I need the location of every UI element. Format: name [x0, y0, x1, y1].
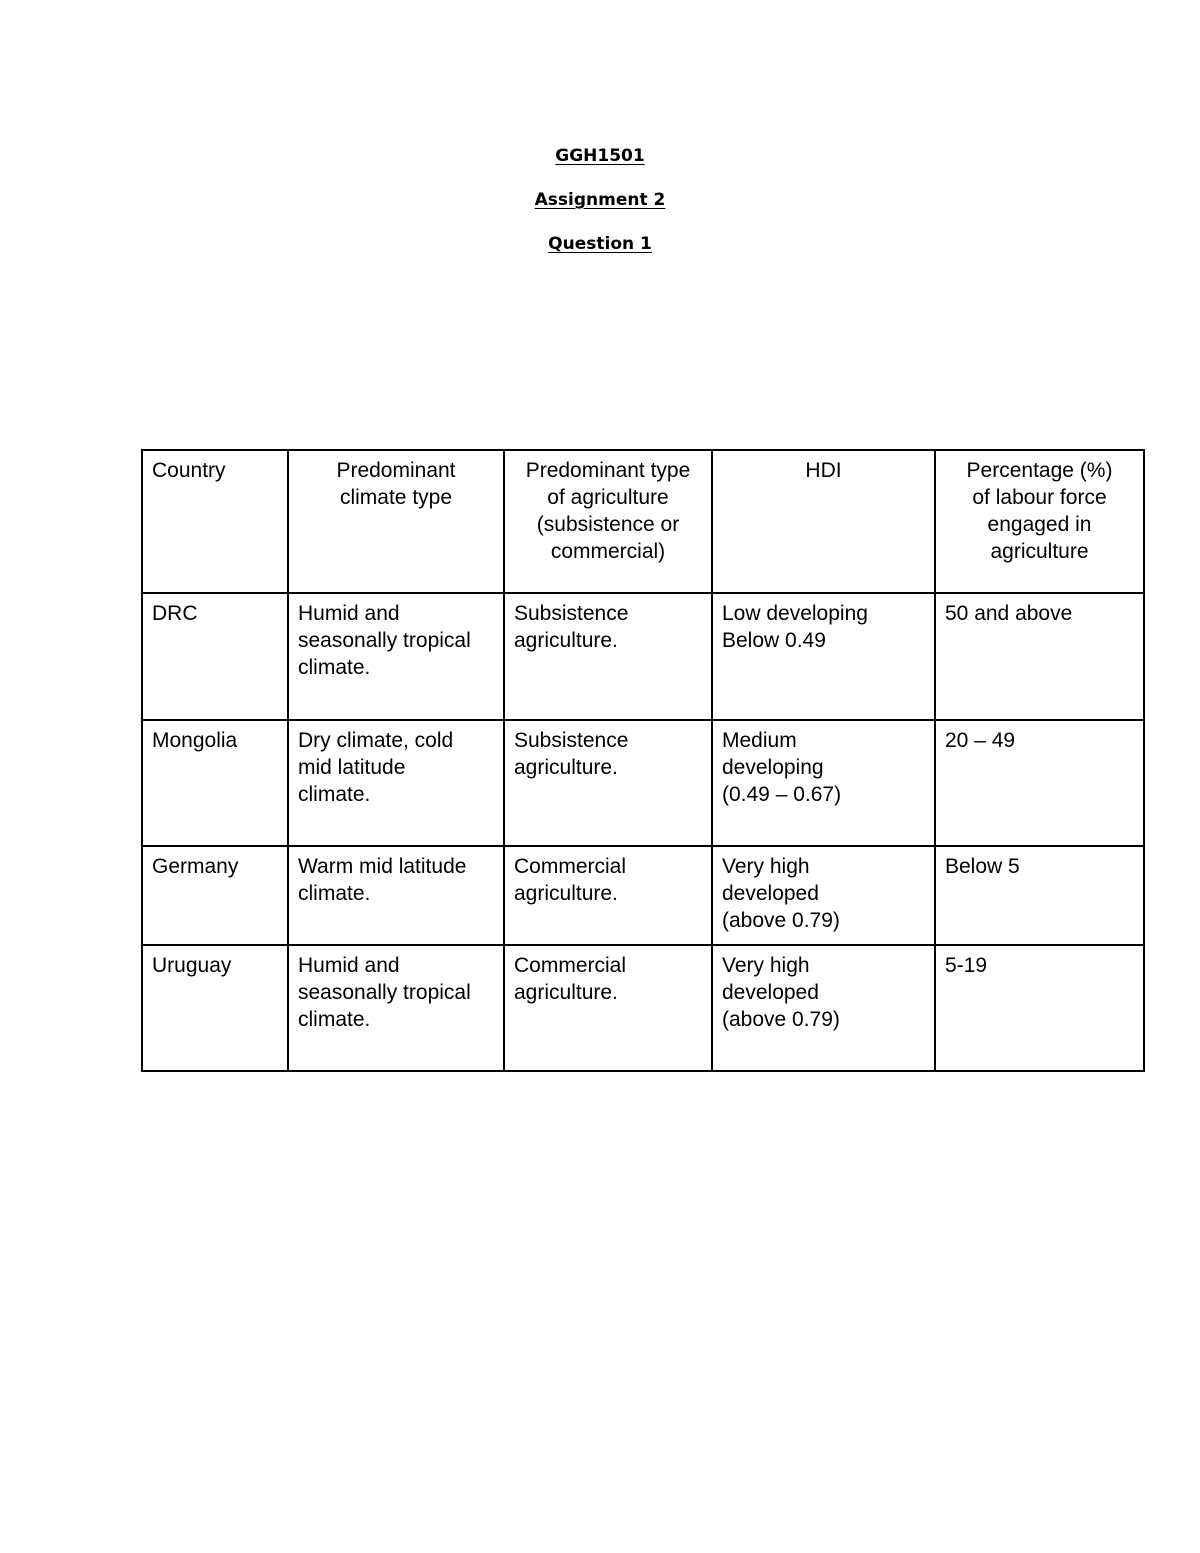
cell-agriculture: Commercial agriculture.: [504, 945, 712, 1071]
table-header-row: [142, 450, 1144, 593]
cell-labour: Below 5: [935, 846, 1144, 945]
table-row: [142, 846, 1144, 945]
question-heading: Question 1: [548, 234, 652, 254]
header-hdi: HDI: [712, 450, 935, 593]
country-comparison-table: [141, 449, 1145, 1072]
header-climate: Predominant climate type: [288, 450, 504, 593]
cell-agriculture: Subsistence agriculture.: [504, 593, 712, 720]
cell-hdi: Low developing Below 0.49: [712, 593, 935, 720]
cell-climate: Humid and seasonally tropical climate.: [288, 945, 504, 1071]
cell-hdi: Medium developing (0.49 – 0.67): [712, 720, 935, 846]
cell-labour: 50 and above: [935, 593, 1144, 720]
cell-country: DRC: [142, 593, 288, 720]
course-code-heading: GGH1501: [555, 146, 645, 166]
cell-country: Mongolia: [142, 720, 288, 846]
cell-hdi: Very high developed (above 0.79): [712, 846, 935, 945]
cell-country: Germany: [142, 846, 288, 945]
table-row: [142, 593, 1144, 720]
table-row: [142, 945, 1144, 1071]
assignment-heading: Assignment 2: [534, 190, 666, 210]
cell-hdi: Very high developed (above 0.79): [712, 945, 935, 1071]
header-agriculture: Predominant type of agriculture (subsistence or commercial): [504, 450, 712, 593]
cell-agriculture: Subsistence agriculture.: [504, 720, 712, 846]
header-labour: Percentage (%) of labour force engaged in agriculture: [935, 450, 1144, 593]
header-country: Country: [142, 450, 288, 593]
cell-climate: Warm mid latitude climate.: [288, 846, 504, 945]
cell-labour: 20 – 49: [935, 720, 1144, 846]
cell-climate: Humid and seasonally tropical climate.: [288, 593, 504, 720]
cell-climate: Dry climate, cold mid latitude climate.: [288, 720, 504, 846]
cell-agriculture: Commercial agriculture.: [504, 846, 712, 945]
cell-country: Uruguay: [142, 945, 288, 1071]
cell-labour: 5-19: [935, 945, 1144, 1071]
table-row: [142, 720, 1144, 846]
